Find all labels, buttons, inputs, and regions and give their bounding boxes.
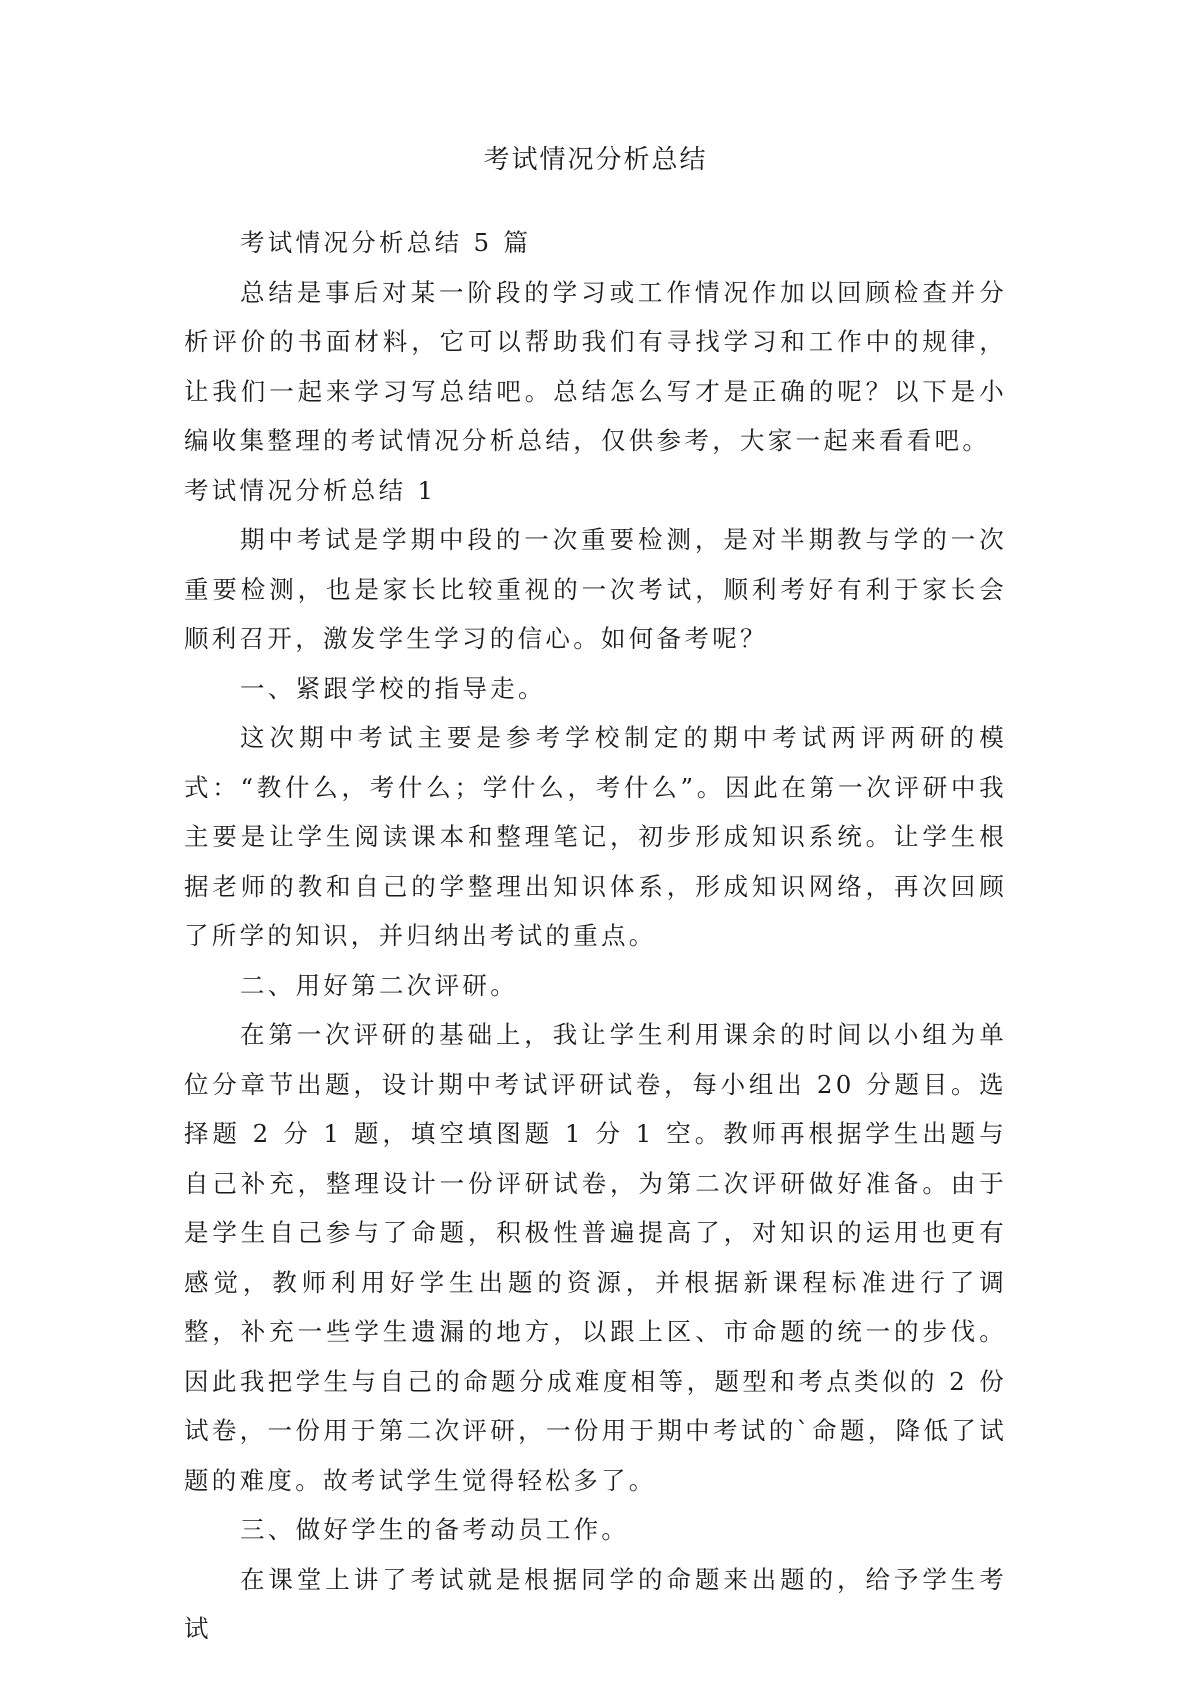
point-heading: 一、紧跟学校的指导走。 [240,673,546,703]
document-body [184,218,1007,1654]
subtitle-paragraph: 考试情况分析总结 5 篇 [240,228,532,257]
point-heading: 三、做好学生的备考动员工作。 [240,1515,630,1544]
body-paragraph: 期中考试是学期中段的一次重要检测，是对半期教与学的一次重要检测，也是家长比较重视的一次考试，顺利考好有利于家长会顺利召开，激发学生学习的信心。如何备考呢？ [184,525,1007,653]
point-heading: 二、用好第二次评研。 [240,970,518,1000]
body-paragraph: 在第一次评研的基础上，我让学生利用课余的时间以小组为单位分章节出题，设计期中考试评研试卷，每小组出 20 分题目。选择题 2 分 1 题，填空填图题 1 分 1 空。教师再根据学生出题与自己补充，整理设计一份评研试卷，为第二次评研做好准备。由于是学生自己参与了命题，积极性普遍提高了，对知识的运用也更有感觉，教师利用好学生出题的资源，并根据新课程标准进行了调整，补充一些学生遗漏的地方，以跟上区、市命题的统一的步伐。因此我把学生与自己的命题分成难度相等，题型和考点类似的 2 份试卷，一份用于第二次评研，一份用于期中考试的`命题，降低了试题的难度。故考试学生觉得轻松多了。 [184,1020,1007,1495]
intro-paragraph: 总结是事后对某一阶段的学习或工作情况作加以回顾检查并分析评价的书面材料，它可以帮助我们有寻找学习和工作中的规律，让我们一起来学习写总结吧。总结怎么写才是正确的呢？以下是小编收集整理的考试情况分析总结，仅供参考，大家一起来看看吧。 [184,277,1007,455]
body-paragraph: 这次期中考试主要是参考学校制定的期中考试两评两研的模式：“教什么，考什么；学什么，考什么”。因此在第一次评研中我主要是让学生阅读课本和整理笔记，初步形成知识系统。让学生根据老师的教和自己的学整理出知识体系，形成知识网络，再次回顾了所学的知识，并归纳出考试的重点。 [184,723,1007,950]
body-paragraph: 在课堂上讲了考试就是根据同学的命题来出题的，给予学生考试 [184,1564,1007,1643]
section-heading: 考试情况分析总结 1 [184,475,437,505]
document-title: 考试情况分析总结 [483,145,708,175]
